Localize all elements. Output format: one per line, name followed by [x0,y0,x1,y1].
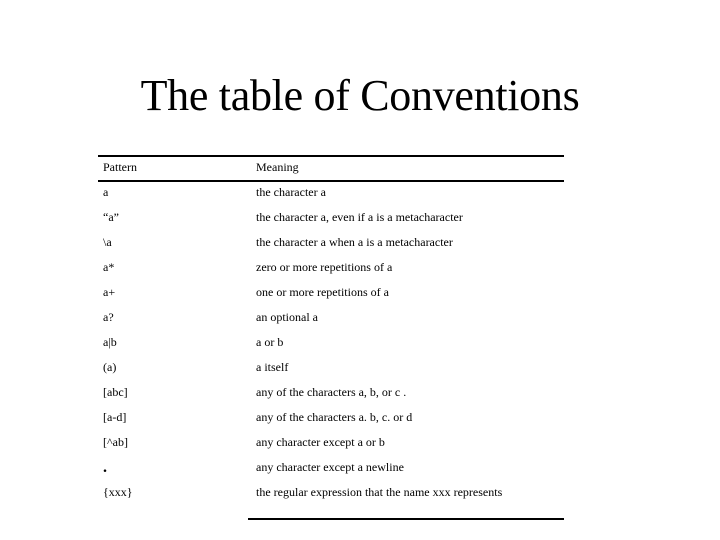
pattern-column-header: Pattern [103,160,137,174]
table-row [0,480,720,505]
table-row [0,180,720,205]
slide-title: The table of Conventions [140,71,580,120]
pattern-cell: “a” [103,210,119,224]
meaning-cell: any character except a newline [256,460,404,474]
pattern-cell: [a-d] [103,410,127,424]
pattern-cell: a|b [103,335,117,349]
table-row [0,355,720,380]
table-row [0,330,720,355]
pattern-cell: a [103,185,109,199]
meaning-cell: the character a, even if a is a metacharacter [256,210,463,224]
meaning-cell: one or more repetitions of a [256,285,389,299]
meaning-column-header: Meaning [256,160,299,174]
meaning-cell: zero or more repetitions of a [256,260,393,274]
pattern-cell: {xxx} [103,485,133,499]
meaning-cell: the character a when a is a metacharacter [256,235,453,249]
meaning-cell: a itself [256,360,289,374]
table-row [0,405,720,430]
table-row [0,430,720,455]
table-row [0,205,720,230]
table-row [0,255,720,280]
table-row [0,380,720,405]
meaning-cell: a or b [256,335,284,349]
meaning-cell: the regular expression that the name xxx represents [256,485,503,499]
pattern-cell: a+ [103,285,116,299]
table-row [0,455,720,480]
pattern-cell: . [103,459,107,476]
pattern-cell: a* [103,260,115,274]
table-row [0,305,720,330]
meaning-cell: any of the characters a. b, c. or d [256,410,413,424]
pattern-cell: \a [103,235,112,249]
meaning-cell: any character except a or b [256,435,385,449]
pattern-cell: [abc] [103,385,128,399]
pattern-cell: [^ab] [103,435,128,449]
pattern-cell: (a) [103,360,117,374]
meaning-cell: any of the characters a, b, or c . [256,385,407,399]
table-row [0,230,720,255]
pattern-cell: a? [103,310,114,324]
meaning-cell: the character a [256,185,326,199]
meaning-cell: an optional a [256,310,318,324]
table-header-row [0,155,720,180]
table-row [0,280,720,305]
table-bottom-rule [248,518,564,520]
